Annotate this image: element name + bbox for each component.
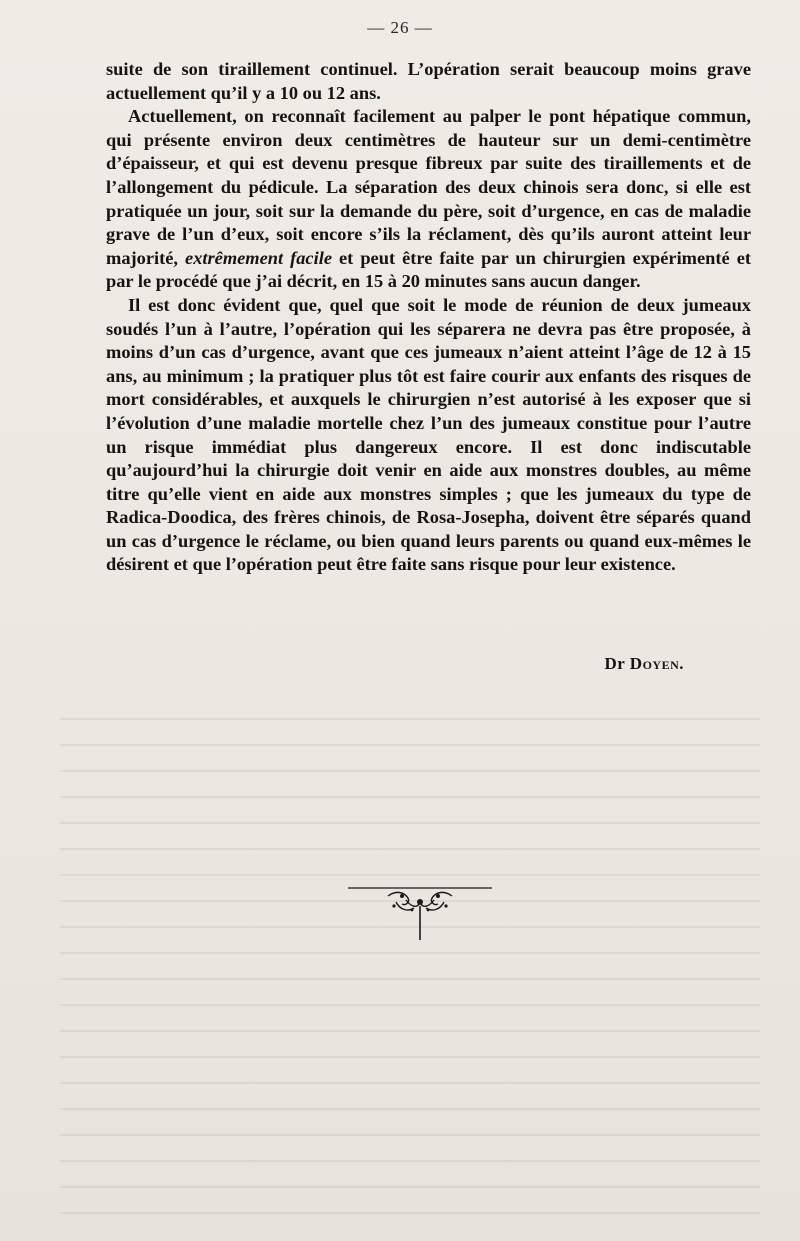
paragraph-1: suite de son tiraillement continuel. L’opération serait beaucoup moins grave actuellement qu’il y a 10 ou 12 ans. [106, 59, 751, 103]
page-number: — 26 — [367, 18, 433, 37]
floral-tailpiece-ornament-icon [348, 878, 492, 942]
show-through-texture [60, 700, 760, 1220]
paragraph-3: Il est donc évident que, quel que soit le mode de réunion de deux jumeaux soudés l’un à l’autre, l’opération qui les séparera ne devra pas être proposée, à moins d’un cas d’urgence, avant que ces jumeaux n’aient atteint l’âge de 12 à 15 ans, au minimum ; la pratiquer plus tôt est faire courir aux enfants des risques de mort considérables, et auxquels le chirurgien n’est autorisé à les exposer que si l’évolution d’une maladie mortelle chez l’un des jumeaux constitue pour l’autre un risque immédiat plus dangereux encore. Il est donc indiscutable qu’aujourd’hui la chirurgie doit venir en aide aux monstres doubles, au même titre qu’elle vient en aide aux monstres simples ; que les jumeaux du type de Radica-Doodica, des frères chinois, de Rosa-Josepha, doivent être séparés quand un cas d’urgence le réclame, ou bien quand leurs parents ou quand eux-mêmes le désirent et que l’opération peut être faite sans risque pour leur existence. [106, 294, 751, 575]
paragraph-2-part-b: et peut être faite par un chirurgien expérimenté et par le procédé que j’ai décrit, en 15 à 20 minutes sans aucun danger. [106, 247, 751, 292]
paragraph-2 [106, 105, 751, 294]
paragraph-2-emphasis: extrêmement facile [185, 247, 332, 268]
body-text [106, 58, 751, 577]
paragraph-2-part-a: Actuellement, on reconnaît facilement au palper le pont hépatique commun, qui présente environ deux centimètres de hauteur sur un demi-centimètre d’épaisseur, et qui est devenu presque fibreux par suite des tiraillements et de l’allongement du pédicule. La séparation des deux chinois sera donc, si elle est pratiquée un jour, soit sur la demande du père, soit d’urgence, en cas de maladie grave de l’un d’eux, soit encore s’ils la réclament, dès qu’ils auront atteint leur majorité, [106, 106, 751, 268]
author-signature [605, 654, 684, 674]
signature-title: Dr [604, 654, 626, 673]
signature-name: Doyen. [629, 654, 684, 673]
